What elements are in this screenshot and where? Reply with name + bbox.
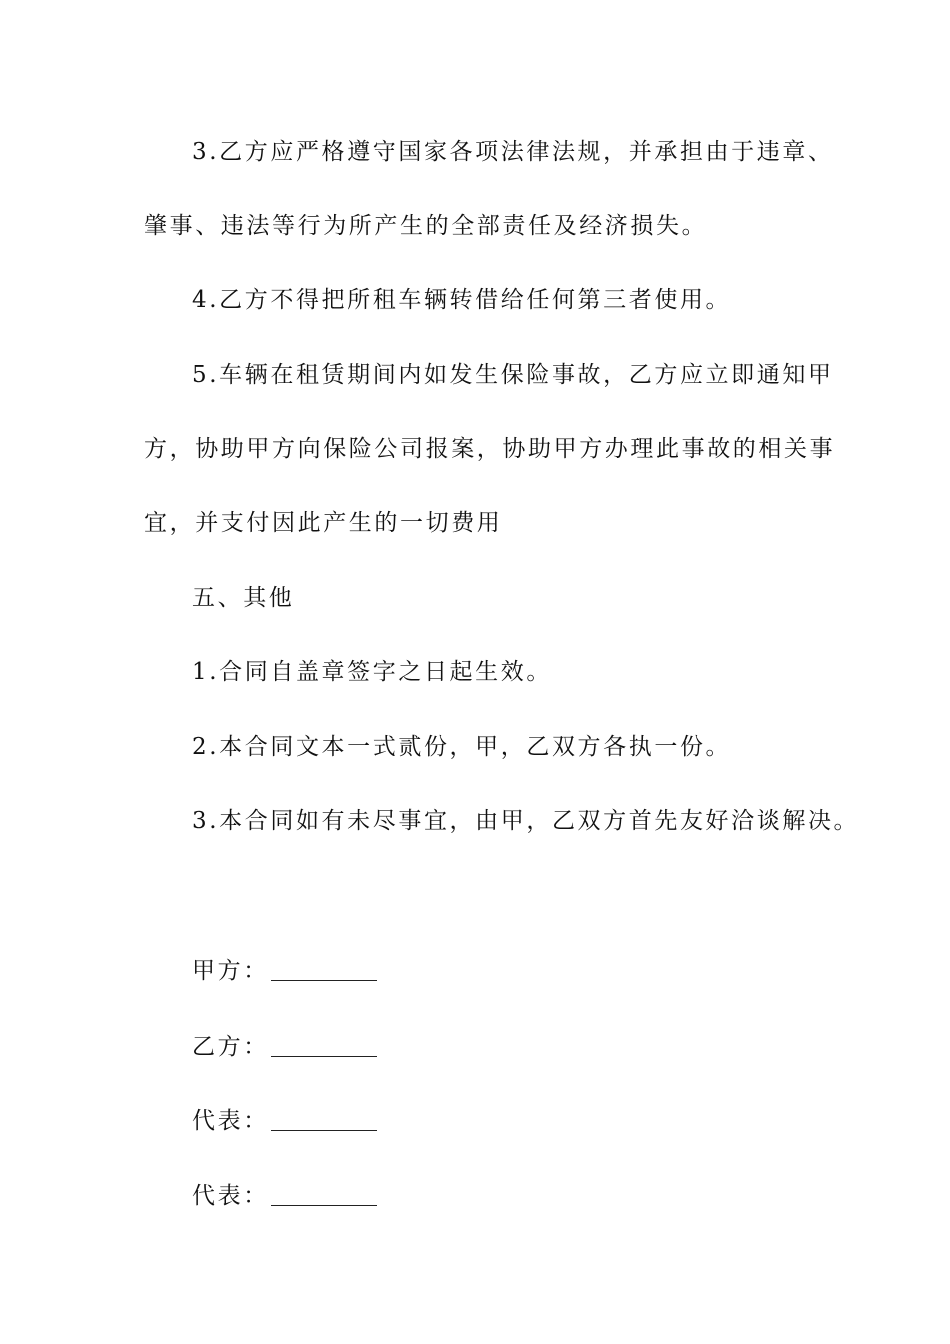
signature-blank-line <box>271 1181 377 1206</box>
other-clause-2: 2.本合同文本一式贰份，甲，乙双方各执一份。 <box>192 734 732 760</box>
clause-3-line-2: 肇事、违法等行为所产生的全部责任及经济损失。 <box>144 213 708 239</box>
section-heading-other: 五、其他 <box>192 585 295 611</box>
clause-5-line-3: 宜，并支付因此产生的一切费用 <box>144 510 503 536</box>
signature-blank-line <box>271 1032 377 1057</box>
signature-party-a <box>192 956 377 986</box>
clause-3-line-1: 3.乙方应严格遵守国家各项法律法规，并承担由于违章、 <box>192 139 834 165</box>
signature-label: 代表： <box>192 1108 269 1134</box>
signature-label: 乙方： <box>192 1034 269 1060</box>
signature-party-b <box>192 1032 377 1062</box>
signature-representative-1 <box>192 1106 377 1136</box>
signature-blank-line <box>271 1106 377 1131</box>
other-clause-3: 3.本合同如有未尽事宜，由甲，乙双方首先友好洽谈解决。 <box>192 808 860 834</box>
signature-label: 代表： <box>192 1183 269 1209</box>
clause-4: 4.乙方不得把所租车辆转借给任何第三者使用。 <box>192 287 732 313</box>
clause-5-line-1: 5.车辆在租赁期间内如发生保险事故，乙方应立即通知甲 <box>192 362 834 388</box>
signature-representative-2 <box>192 1181 377 1211</box>
signature-label: 甲方： <box>192 958 269 984</box>
clause-5-line-2: 方，协助甲方向保险公司报案，协助甲方办理此事故的相关事 <box>144 436 836 462</box>
other-clause-1: 1.合同自盖章签字之日起生效。 <box>192 659 552 685</box>
signature-blank-line <box>271 956 377 981</box>
